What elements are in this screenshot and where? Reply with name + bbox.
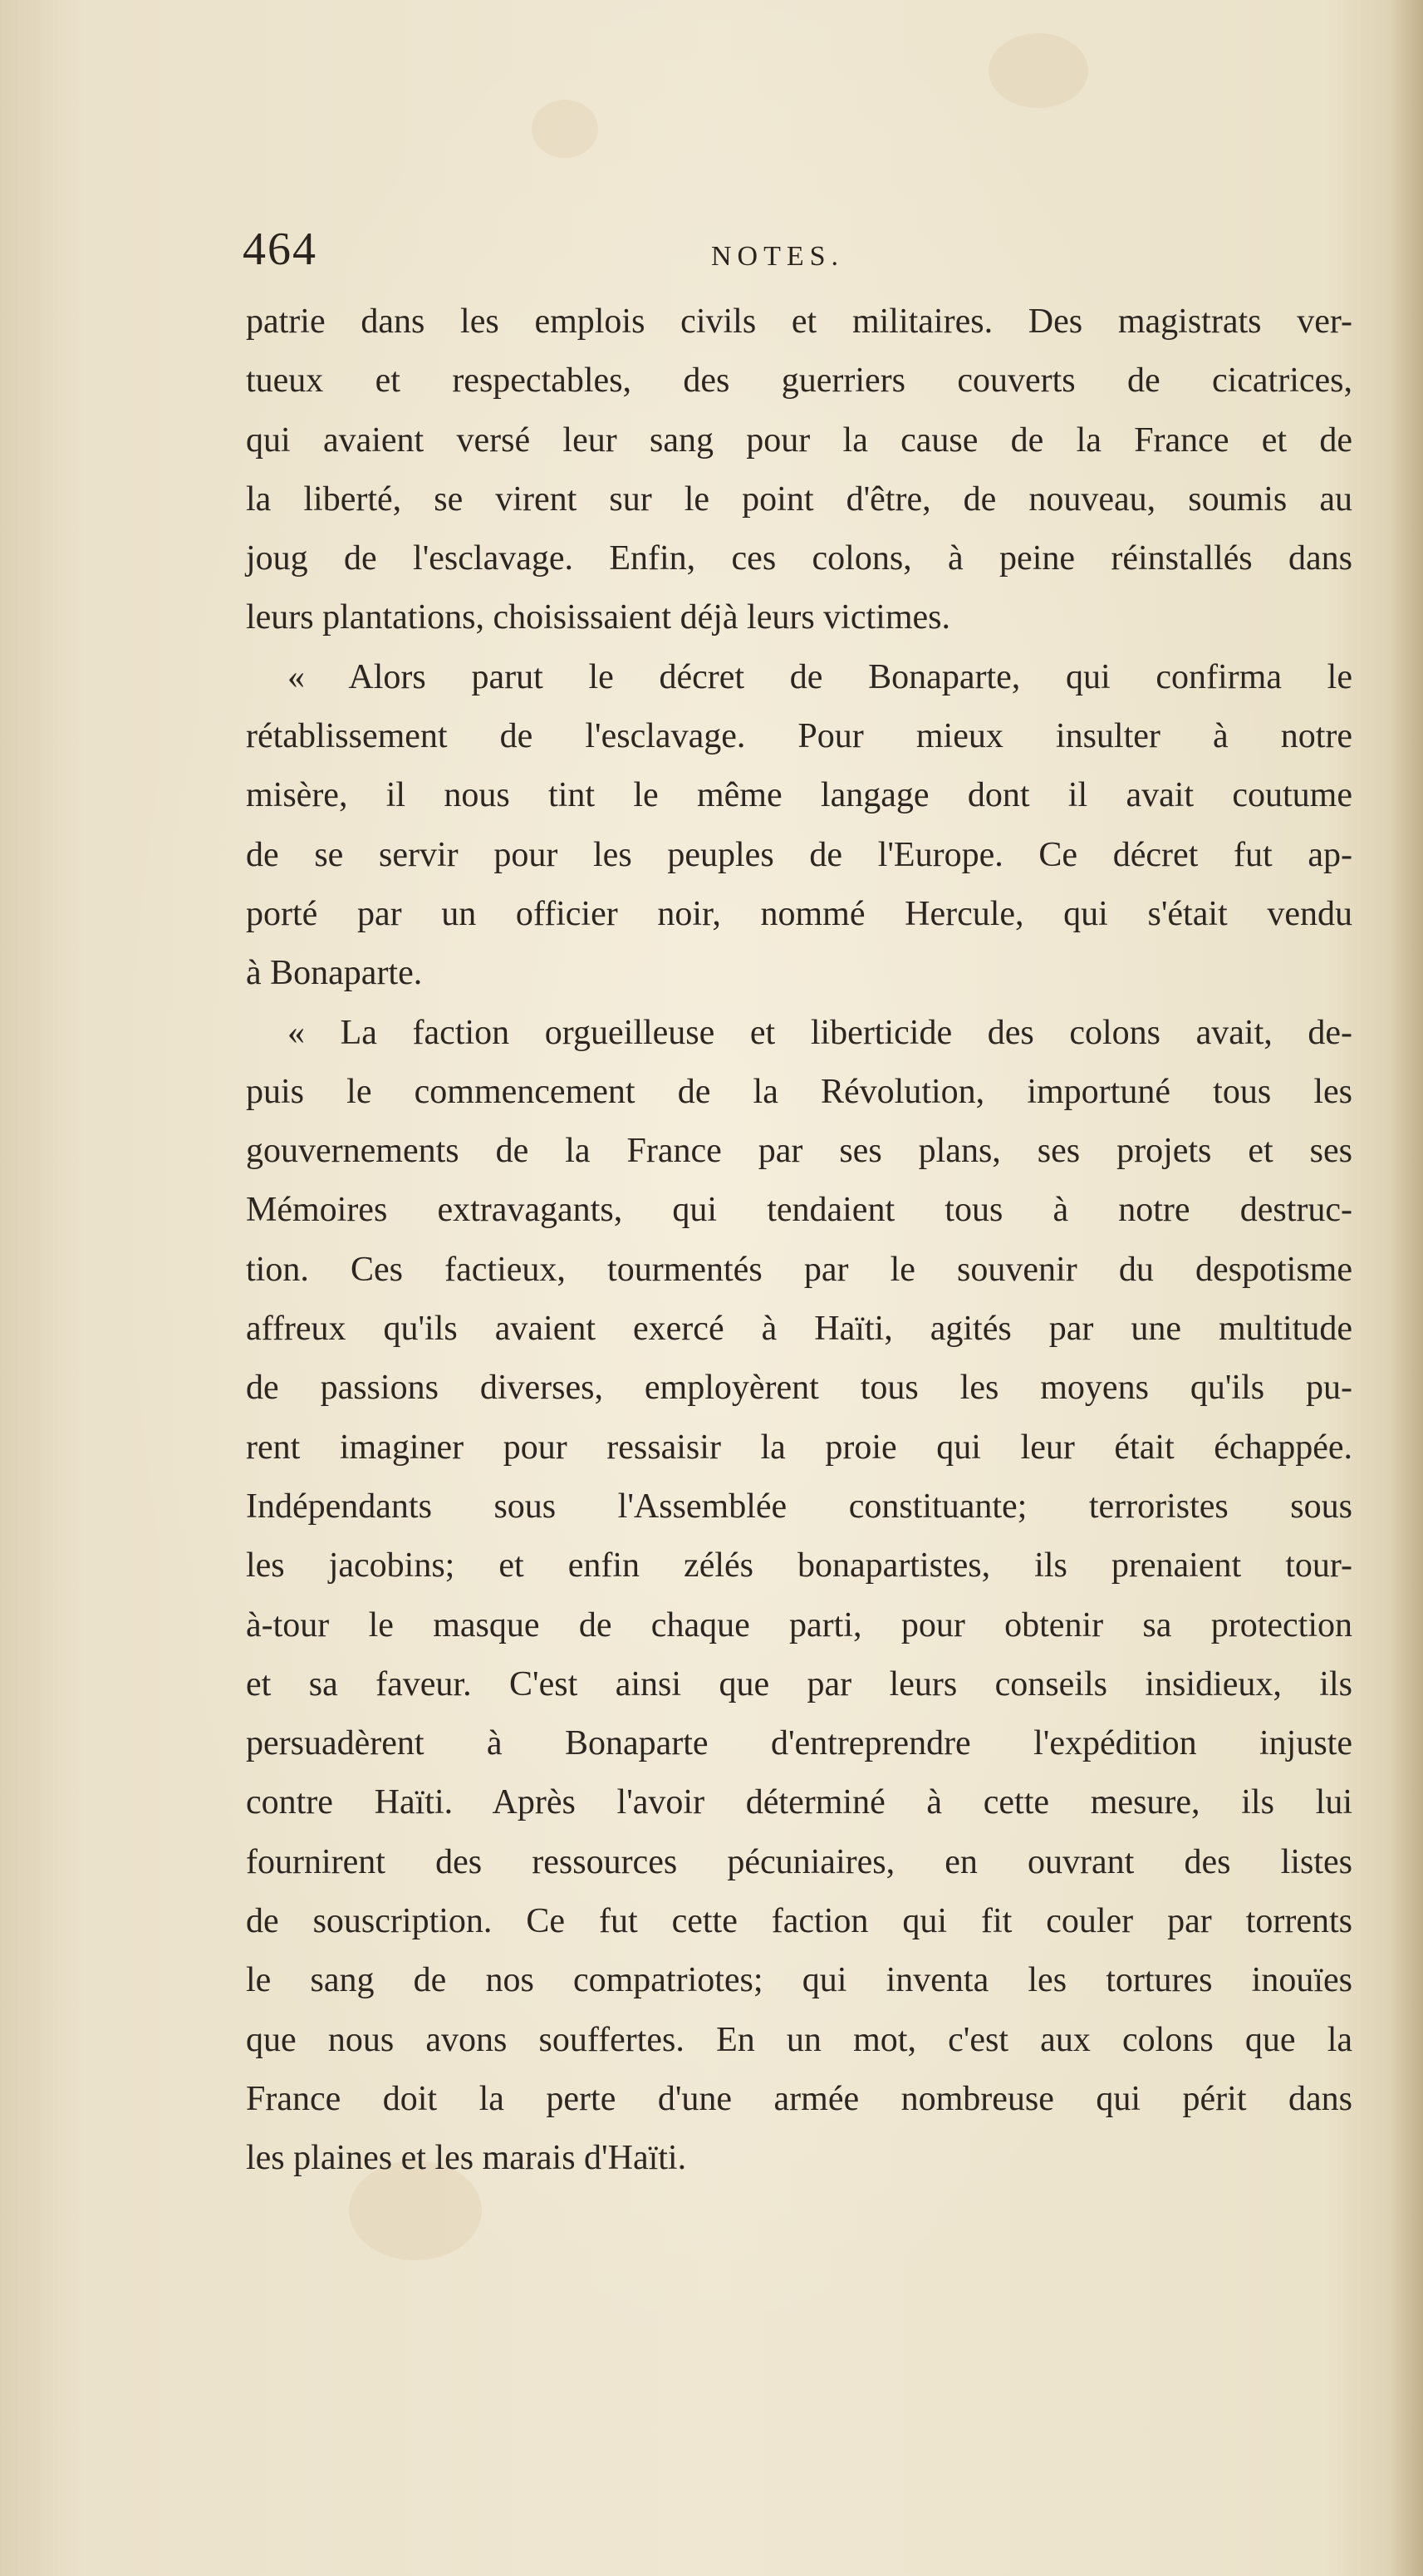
text-line: contre Haïti. Après l'avoir déterminé à cette mesure, ils lui (246, 1783, 1352, 1822)
text-line: joug de l'esclavage. Enfin, ces colons, à peine réinstallés dans (246, 539, 1352, 578)
text-line: gouvernements de la France par ses plans, ses projets et ses (246, 1132, 1352, 1171)
paper-stain (532, 100, 598, 158)
text-line: et sa faveur. C'est ainsi que par leurs conseils insidieux, ils (246, 1664, 1352, 1703)
text-line: de se servir pour les peuples de l'Europe. Ce décret fut ap- (246, 835, 1352, 874)
text-line: leurs plantations, choisissaient déjà leurs victimes. (246, 598, 950, 637)
running-head: NOTES. (711, 241, 845, 272)
text-line: Indépendants sous l'Assemblée constituante; terroristes sous (246, 1487, 1352, 1526)
text-line: Mémoires extravagants, qui tendaient tous à notre destruc- (246, 1191, 1352, 1230)
text-line: à-tour le masque de chaque parti, pour obtenir sa protection (246, 1605, 1352, 1644)
text-line: qui avaient versé leur sang pour la cause de la France et de (246, 420, 1352, 460)
body-text (246, 293, 1352, 2189)
text-line: misère, il nous tint le même langage dont il avait coutume (246, 776, 1352, 815)
text-line: tion. Ces factieux, tourmentés par le souvenir du despotisme (246, 1250, 1352, 1289)
text-line: affreux qu'ils avaient exercé à Haïti, agités par une multitude (246, 1310, 1352, 1349)
text-line: rétablissement de l'esclavage. Pour mieux insulter à notre (246, 717, 1352, 756)
text-line: porté par un officier noir, nommé Hercule, qui s'était vendu (246, 894, 1352, 933)
page-edge-shadow (1390, 0, 1423, 2576)
text-line: les plaines et les marais d'Haïti. (246, 2139, 687, 2178)
text-line: la liberté, se virent sur le point d'être, de nouveau, soumis au (246, 479, 1352, 519)
text-line: rent imaginer pour ressaisir la proie qui leur était échappée. (246, 1428, 1352, 1467)
text-line: « Alors parut le décret de Bonaparte, qui confirma le (287, 657, 1352, 696)
text-line: fournirent des ressources pécuniaires, en ouvrant des listes (246, 1842, 1352, 1881)
page-number: 464 (243, 224, 317, 275)
text-line: patrie dans les emplois civils et militaires. Des magistrats ver- (246, 302, 1352, 341)
text-line: de souscription. Ce fut cette faction qui fit couler par torrents (246, 1902, 1352, 1941)
text-line: « La faction orgueilleuse et liberticide des colons avait, de- (287, 1013, 1352, 1052)
text-line: France doit la perte d'une armée nombreuse qui périt dans (246, 2079, 1352, 2118)
text-line: à Bonaparte. (246, 954, 423, 993)
text-line: que nous avons souffertes. En un mot, c'est aux colons que la (246, 2020, 1352, 2059)
text-line: puis le commencement de la Révolution, importuné tous les (246, 1072, 1352, 1111)
text-line: les jacobins; et enfin zélés bonapartistes, ils prenaient tour- (246, 1546, 1352, 1585)
text-line: de passions diverses, employèrent tous les moyens qu'ils pu- (246, 1369, 1352, 1408)
text-line: persuadèrent à Bonaparte d'entreprendre l'expédition injuste (246, 1724, 1352, 1763)
page-text-block (243, 223, 1352, 2189)
text-line: le sang de nos compatriotes; qui inventa les tortures inouïes (246, 1961, 1352, 2000)
text-line: tueux et respectables, des guerriers couverts de cicatrices, (246, 361, 1352, 401)
page-header (243, 223, 1352, 293)
paper-stain (989, 33, 1088, 108)
